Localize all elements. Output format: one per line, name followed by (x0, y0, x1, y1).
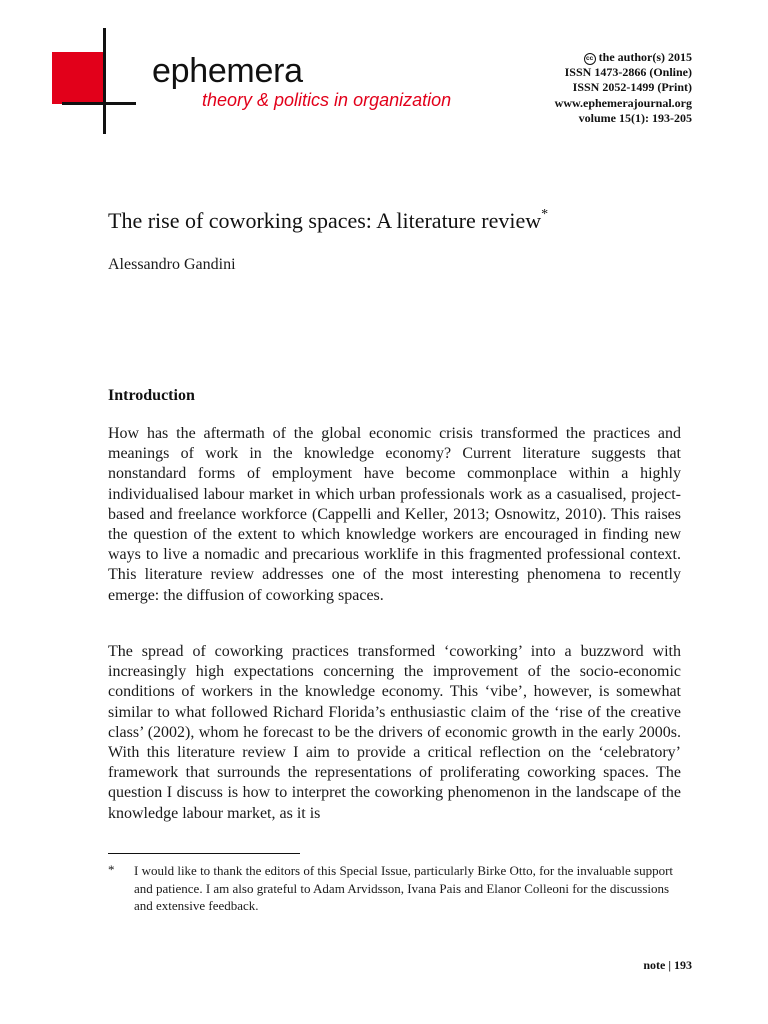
logo-horizontal-line (62, 102, 136, 105)
footnote-mark: * (108, 862, 115, 877)
paragraph: The spread of coworking practices transformed ‘coworking’ into a buzzword with increasingly high expectations concerning the improvement of the socio-economic conditions of workers in the knowledge economy. This ‘vibe’, however, is somewhat similar to what followed Richard Florida’s enthusiastic claim of the ‘rise of the creative class’ (2002), whom he forecast to be the drivers of economic growth in the early 2000s. With this literature review I aim to provide a critical reflection on the ‘celebratory’ framework that surrounds the representations of proliferating coworking spaces. The question I discuss is how to interpret the coworking phenomenon in the landscape of the knowledge labour market, as it is (108, 643, 681, 822)
footnote-divider (108, 853, 300, 854)
issn-print: ISSN 2052-1499 (Print) (572, 80, 692, 95)
volume-info: volume 15(1): 193-205 (578, 110, 692, 125)
paragraph: How has the aftermath of the global economic crisis transformed the practices and meanings of work in the knowledge economy? Current literature suggests that nonstandard forms of employment have become commonplace within a highly individualised labour market in which urban professionals work as a casualised, project-based and freelance workforce (Cappelli and Keller, 2013; Osnowitz, 2010). This raises the question of the extent to which knowledge workers are encouraged in finding new ways to live a nomadic and precarious worklife in this fragmented professional context. This literature review addresses one of the most interesting phenomena to recently emerge: the diffusion of coworking spaces. (108, 425, 681, 604)
section-heading: Introduction (108, 387, 195, 404)
logo-red-square (52, 52, 104, 104)
page-number: note | 193 (643, 958, 692, 972)
issn-online: ISSN 1473-2866 (Online) (564, 65, 692, 80)
logo-vertical-line (103, 28, 106, 134)
copyright-line (555, 50, 692, 65)
journal-tagline: theory & politics in organization (202, 90, 452, 110)
title-footnote-mark: * (541, 207, 549, 222)
footnote-text: I would like to thank the editors of this Special Issue, particularly Birke Otto, for the invaluable support and patience. I am also grateful to Adam Arvidsson, Ivana Pais and Elanor Colleoni for the discussions and extensive feedback. (134, 863, 674, 913)
creative-commons-icon: cc (584, 53, 596, 65)
publication-meta (555, 50, 692, 126)
copyright-text: the author(s) 2015 (598, 50, 692, 64)
journal-name: ephemera (152, 52, 303, 90)
article-title-text: The rise of coworking spaces: A literature review (108, 208, 542, 233)
article-author: Alessandro Gandini (108, 256, 236, 273)
journal-website: www.ephemerajournal.org (554, 95, 692, 110)
article-title (108, 207, 548, 234)
